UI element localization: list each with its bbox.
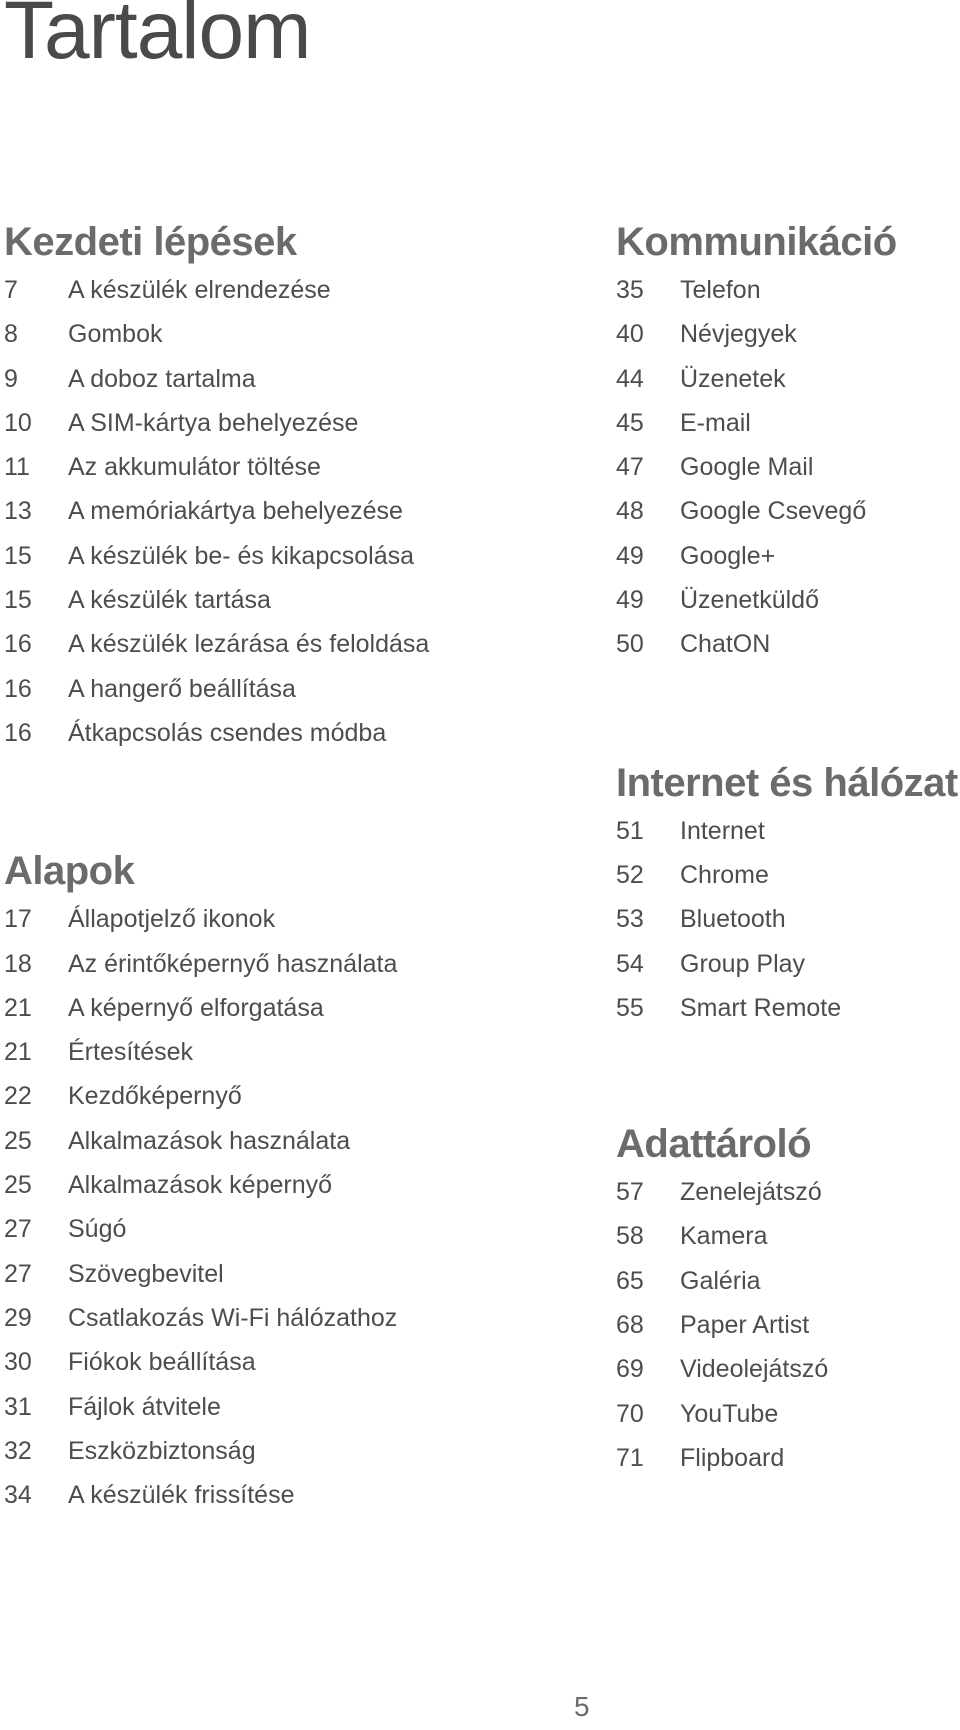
toc-entry[interactable] — [616, 853, 960, 897]
toc-entry[interactable] — [4, 1385, 564, 1429]
entry-page-number: 49 — [616, 586, 644, 615]
toc-entry[interactable] — [4, 1207, 564, 1251]
entry-title: Alkalmazások használata — [68, 1126, 351, 1155]
toc-entry[interactable] — [4, 1340, 564, 1384]
page-number: 5 — [574, 1691, 590, 1722]
entry-title: Az érintőképernyő használata — [68, 949, 398, 978]
entry-title: A készülék elrendezése — [68, 276, 331, 304]
entry-page-number: 69 — [616, 1355, 644, 1384]
section-spacer — [616, 1030, 960, 1120]
toc-entry[interactable] — [4, 1074, 564, 1118]
entry-page-number: 50 — [616, 630, 644, 659]
toc-entry[interactable] — [4, 942, 564, 986]
toc-entry[interactable] — [4, 711, 564, 755]
entry-page-number: 21 — [4, 1038, 32, 1067]
toc-entry[interactable] — [616, 1392, 960, 1436]
toc-entry[interactable] — [4, 578, 564, 622]
entry-title: Bluetooth — [680, 905, 786, 934]
section-heading: Internet és hálózat — [616, 760, 958, 805]
toc-entry[interactable] — [4, 489, 564, 533]
entry-page-number: 40 — [616, 320, 644, 349]
entry-title: Internet — [680, 816, 765, 845]
entry-title: Videolejátszó — [680, 1355, 829, 1384]
entry-title: E-mail — [680, 408, 751, 437]
toc-entry[interactable] — [4, 401, 564, 445]
entry-page-number: 27 — [4, 1259, 32, 1288]
toc-entry[interactable] — [616, 897, 960, 941]
entry-page-number: 16 — [4, 674, 32, 703]
entry-page-number: 45 — [616, 408, 644, 437]
toc-entry[interactable] — [4, 897, 564, 941]
toc-entry[interactable] — [4, 1119, 564, 1163]
entry-page-number: 51 — [616, 816, 644, 845]
entry-title: YouTube — [680, 1399, 779, 1428]
toc-entry[interactable] — [616, 622, 960, 666]
entry-title: Csatlakozás Wi-Fi hálózathoz — [68, 1303, 398, 1332]
entry-page-number: 54 — [616, 949, 644, 978]
entry-title: Google Mail — [680, 453, 814, 482]
entry-title: Gombok — [68, 320, 163, 349]
entry-page-number: 15 — [4, 541, 32, 570]
toc-entry[interactable] — [616, 1436, 960, 1480]
section-heading: Adattároló — [616, 1122, 811, 1167]
entry-title: A doboz tartalma — [68, 364, 256, 393]
entry-page-number: 15 — [4, 586, 32, 615]
toc-right-column — [616, 218, 960, 1480]
entry-title: Kamera — [680, 1222, 768, 1251]
section-heading: Kezdeti lépések — [4, 220, 297, 264]
entry-page-number: 27 — [4, 1215, 32, 1244]
toc-entry[interactable] — [616, 986, 960, 1030]
toc-section-internet-network — [616, 759, 960, 1030]
toc-entry[interactable] — [4, 357, 564, 401]
entry-title: Google Csevegő — [680, 497, 867, 526]
entry-page-number: 16 — [4, 718, 32, 747]
entry-title: Smart Remote — [680, 993, 842, 1022]
toc-entry[interactable] — [4, 1429, 564, 1473]
entry-page-number: 57 — [616, 1178, 644, 1207]
entry-title: A SIM-kártya behelyezése — [68, 408, 359, 437]
entry-title: Paper Artist — [680, 1311, 810, 1340]
entry-page-number: 70 — [616, 1399, 644, 1428]
entry-page-number: 32 — [4, 1436, 32, 1465]
entry-title: Az akkumulátor töltése — [68, 453, 321, 482]
entry-title: A képernyő elforgatása — [68, 993, 324, 1022]
entry-page-number: 31 — [4, 1392, 32, 1421]
toc-section-basics — [4, 847, 564, 1517]
entry-title: Értesítések — [68, 1038, 194, 1067]
entry-title: Eszközbiztonság — [68, 1436, 256, 1465]
entry-title: A készülék tartása — [68, 586, 271, 615]
toc-entry[interactable] — [4, 1296, 564, 1340]
toc-entry[interactable] — [616, 312, 960, 356]
entry-page-number: 34 — [4, 1481, 32, 1510]
entry-title: A készülék lezárása és feloldása — [68, 630, 430, 659]
toc-section-communication — [616, 218, 960, 667]
toc-section-media — [616, 1120, 960, 1480]
entry-title: Google+ — [680, 541, 776, 570]
page-title: Tartalom — [4, 0, 311, 76]
entry-title: Chrome — [680, 860, 769, 889]
entry-page-number: 7 — [4, 276, 18, 304]
entry-page-number: 10 — [4, 408, 32, 437]
entry-page-number: 29 — [4, 1303, 32, 1332]
toc-entry[interactable] — [4, 622, 564, 666]
entry-page-number: 11 — [4, 453, 30, 482]
entry-page-number: 8 — [4, 320, 18, 349]
toc-entry[interactable] — [4, 268, 564, 312]
section-heading: Alapok — [4, 849, 135, 894]
entry-title: A készülék frissítése — [68, 1481, 295, 1510]
entry-page-number: 71 — [616, 1443, 644, 1472]
toc-entry[interactable] — [4, 312, 564, 356]
toc-entry[interactable] — [4, 1252, 564, 1296]
entry-title: Kezdőképernyő — [68, 1082, 242, 1111]
toc-entry[interactable] — [616, 357, 960, 401]
toc-entry[interactable] — [616, 1303, 960, 1347]
toc-section-getting-started — [4, 218, 564, 755]
toc-entry[interactable] — [4, 986, 564, 1030]
toc-left-column — [4, 218, 564, 1517]
entry-page-number: 65 — [616, 1266, 644, 1295]
entry-page-number: 35 — [616, 276, 644, 304]
toc-entry[interactable] — [616, 942, 960, 986]
section-spacer — [616, 667, 960, 759]
toc-entry[interactable] — [616, 1214, 960, 1258]
toc-entry[interactable] — [4, 1163, 564, 1207]
entry-page-number: 21 — [4, 993, 32, 1022]
entry-title: A memóriakártya behelyezése — [68, 497, 403, 526]
entry-page-number: 55 — [616, 993, 644, 1022]
entry-page-number: 52 — [616, 860, 644, 889]
entry-page-number: 16 — [4, 630, 32, 659]
toc-entry[interactable] — [616, 1259, 960, 1303]
entry-page-number: 25 — [4, 1126, 32, 1155]
entry-title: Telefon — [680, 276, 761, 304]
entry-page-number: 53 — [616, 905, 644, 934]
entry-page-number: 9 — [4, 364, 18, 393]
toc-entry[interactable] — [4, 445, 564, 489]
entry-page-number: 18 — [4, 949, 32, 978]
entry-page-number: 49 — [616, 541, 644, 570]
entry-title: Alkalmazások képernyő — [68, 1171, 333, 1200]
entry-title: Fájlok átvitele — [68, 1392, 221, 1421]
toc-entry[interactable] — [4, 1473, 564, 1517]
entry-title: A készülék be- és kikapcsolása — [68, 541, 415, 570]
entry-title: A hangerő beállítása — [68, 674, 296, 703]
section-heading: Kommunikáció — [616, 220, 897, 264]
entry-page-number: 44 — [616, 364, 644, 393]
toc-entry[interactable] — [4, 667, 564, 711]
toc-entry[interactable] — [616, 445, 960, 489]
toc-entry[interactable] — [4, 534, 564, 578]
entry-title: ChatON — [680, 630, 771, 659]
toc-entry[interactable] — [616, 268, 960, 312]
entry-page-number: 22 — [4, 1082, 32, 1111]
entry-title: Group Play — [680, 949, 806, 978]
entry-title: Átkapcsolás csendes módba — [68, 718, 387, 747]
toc-entry[interactable] — [616, 809, 960, 853]
toc-entry[interactable] — [616, 1170, 960, 1214]
entry-page-number: 47 — [616, 453, 644, 482]
toc-entry[interactable] — [616, 1347, 960, 1391]
entry-title: Szövegbevitel — [68, 1259, 224, 1288]
section-spacer — [4, 755, 564, 847]
entry-title: Fiókok beállítása — [68, 1348, 256, 1377]
entry-title: Névjegyek — [680, 320, 797, 349]
toc-entry[interactable] — [4, 1030, 564, 1074]
entry-title: Flipboard — [680, 1443, 785, 1472]
toc-entry[interactable] — [616, 401, 960, 445]
toc-entry[interactable] — [616, 534, 960, 578]
entry-title: Súgó — [68, 1215, 127, 1244]
entry-page-number: 58 — [616, 1222, 644, 1251]
entry-title: Üzenetküldő — [680, 586, 819, 615]
entry-page-number: 48 — [616, 497, 644, 526]
entry-page-number: 68 — [616, 1311, 644, 1340]
entry-title: Zenelejátszó — [680, 1178, 822, 1207]
entry-page-number: 17 — [4, 905, 32, 934]
entry-page-number: 25 — [4, 1171, 32, 1200]
entry-title: Galéria — [680, 1266, 761, 1295]
entry-page-number: 30 — [4, 1348, 32, 1377]
toc-entry[interactable] — [616, 489, 960, 533]
entry-page-number: 13 — [4, 497, 32, 526]
entry-title: Üzenetek — [680, 364, 786, 393]
entry-title: Állapotjelző ikonok — [68, 905, 276, 934]
toc-entry[interactable] — [616, 578, 960, 622]
